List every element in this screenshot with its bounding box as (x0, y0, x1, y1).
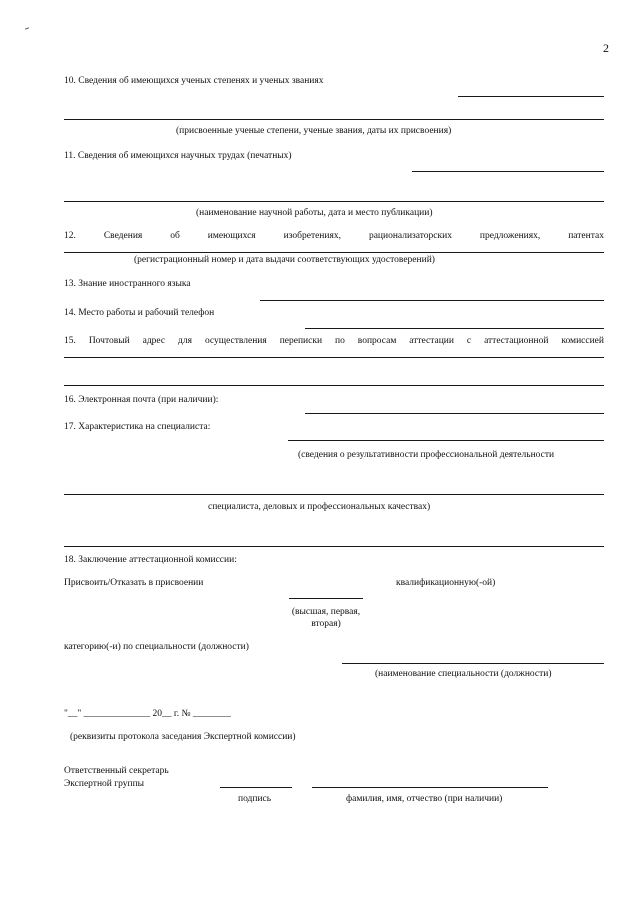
full-name-caption: фамилия, имя, отчество (при наличии) (346, 794, 503, 804)
section-15-input-line-2[interactable] (64, 385, 604, 386)
category-line-text: категорию(-и) по специальности (должности) (64, 642, 249, 652)
category-caption: (высшая, первая, вторая) (291, 607, 361, 629)
section-12-caption: (регистрационный номер и дата выдачи соответствующих удостоверений) (134, 255, 435, 265)
section-12-label: 12. Сведения об имеющихся изобретениях, рационализаторских предложениях, патентах (64, 231, 604, 241)
section-17-caption-2: специалиста, деловых и профессиональных качествах) (208, 502, 431, 512)
section-17-label: 17. Характеристика на специалиста: (64, 422, 211, 432)
section-13-input-line[interactable] (260, 300, 604, 301)
signature-caption: подпись (238, 794, 272, 804)
section-15-input-line-1[interactable] (64, 357, 604, 358)
section-10-full-line[interactable] (64, 119, 604, 120)
section-10-caption: (присвоенные ученые степени, ученые звания, даты их присвоения) (176, 126, 452, 136)
section-18-label: 18. Заключение аттестационной комиссии: (64, 555, 237, 565)
section-14-label: 14. Место работы и рабочий телефон (64, 308, 215, 318)
full-name-line[interactable] (312, 787, 548, 788)
section-12-input-line[interactable] (64, 252, 604, 253)
section-11-input-line[interactable] (412, 171, 604, 172)
assign-right-text: квалификационную(-ой) (396, 578, 496, 588)
section-14-input-line[interactable] (305, 328, 604, 329)
specialty-caption: (наименование специальности (должности) (375, 669, 552, 679)
protocol-date-line[interactable]: "__" ______________ 20__ г. № ________ (64, 709, 231, 719)
signature-role-2: Экспертной группы (64, 779, 145, 789)
category-input-line[interactable] (289, 598, 363, 599)
assign-left-text: Присвоить/Отказать в присвоении (64, 578, 204, 588)
section-16-input-line[interactable] (305, 413, 604, 414)
section-17-input-line[interactable] (288, 440, 604, 441)
section-13-label: 13. Знание иностранного языка (64, 279, 191, 289)
section-16-label: 16. Электронная почта (при наличии): (64, 395, 219, 405)
specialty-input-line[interactable] (342, 663, 604, 664)
signature-line[interactable] (220, 787, 292, 788)
section-11-label: 11. Сведения об имеющихся научных трудах (печатных) (64, 151, 292, 161)
section-15-label: 15. Почтовый адрес для осуществления переписки по вопросам аттестации с аттестационной комиссией (64, 336, 604, 346)
section-11-caption: (наименование научной работы, дата и место публикации) (196, 208, 433, 218)
section-10-input-line[interactable] (458, 96, 604, 97)
scan-mark (25, 27, 29, 29)
section-17-full-line-1[interactable] (64, 494, 604, 495)
protocol-caption: (реквизиты протокола заседания Экспертной комиссии) (70, 732, 296, 742)
page-number: 2 (603, 41, 609, 55)
section-17-full-line-2[interactable] (64, 546, 604, 547)
signature-role-1: Ответственный секретарь (64, 766, 169, 776)
section-10-label: 10. Сведения об имеющихся ученых степенях и ученых званиях (64, 76, 324, 86)
section-11-full-line[interactable] (64, 201, 604, 202)
section-17-caption-1: (сведения о результативности профессиональной деятельности (298, 450, 555, 460)
